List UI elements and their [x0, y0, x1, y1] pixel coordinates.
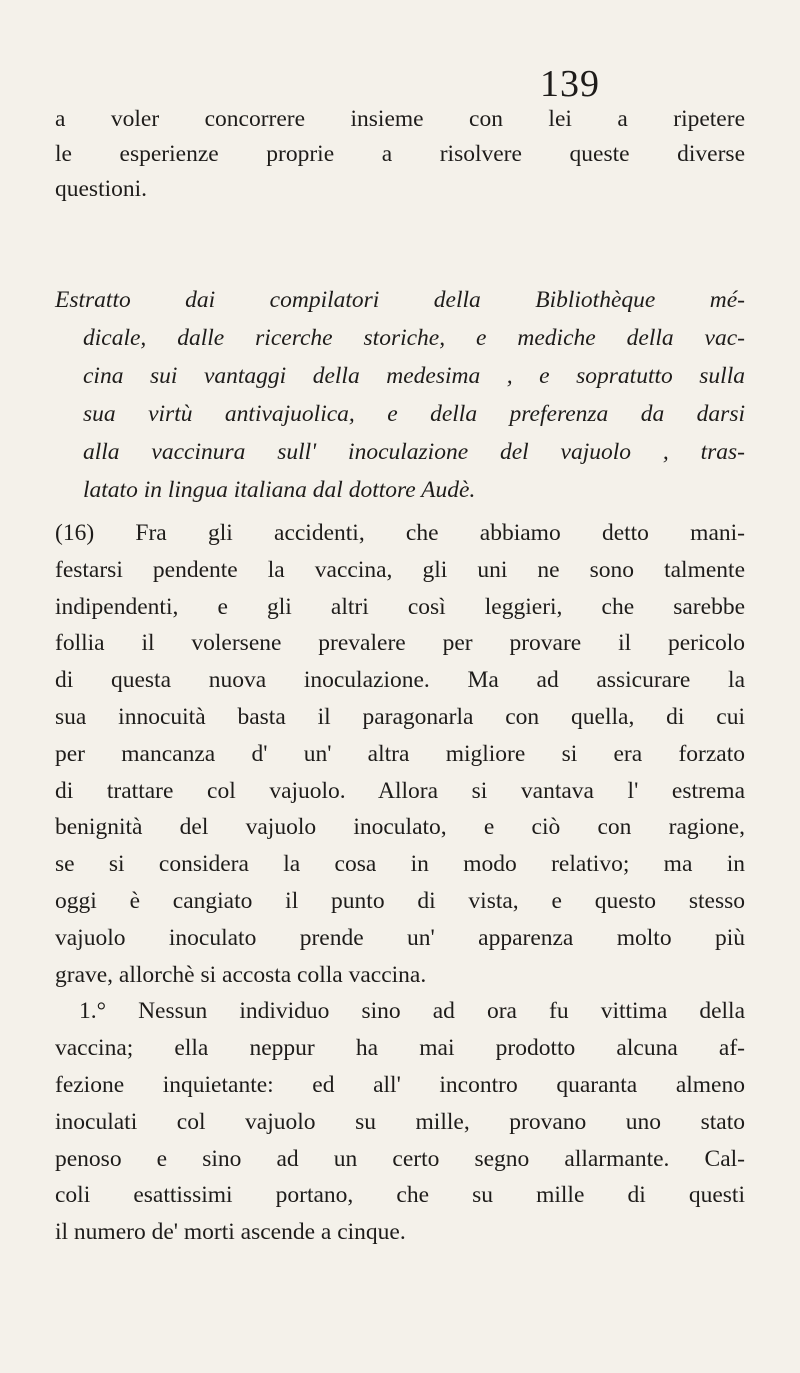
text-line: follia il volersene prevalere per provare il pericolo	[55, 630, 745, 657]
text-line: fezione inquietante: ed all' incontro quaranta almeno	[55, 1072, 745, 1098]
text-line: vajuolo inoculato prende un' apparenza molto più	[55, 924, 745, 951]
text-line: 1.° Nessun individuo sino ad ora fu vittima della	[79, 998, 745, 1025]
text-line: Estratto dai compilatori della Bibliothèque mé-	[55, 287, 745, 313]
text-line: (16) Fra gli accidenti, che abbiamo detto mani-	[55, 520, 745, 546]
text-line: indipendenti, e gli altri così leggieri, che sarebbe	[55, 593, 745, 620]
text-line: sua virtù antivajuolica, e della preferenza da darsi	[83, 401, 745, 427]
text-line: penoso e sino ad un certo segno allarmante. Cal-	[55, 1145, 745, 1172]
text-line: di questa nuova inoculazione. Ma ad assicurare la	[55, 667, 745, 694]
text-line: sua innocuità basta il paragonarla con quella, di cui	[55, 704, 745, 730]
text-line: per mancanza d' un' altra migliore si era forzato	[55, 740, 745, 767]
text-line: il numero de' morti ascende a cinque.	[55, 1219, 406, 1246]
text-line: a voler concorrere insieme con lei a ripetere	[55, 106, 745, 132]
text-line: se si considera la cosa in modo relativo; ma in	[55, 851, 745, 878]
page-number: 139	[540, 63, 600, 105]
text-line: di trattare col vajuolo. Allora si vantava l' estrema	[55, 777, 745, 804]
text-line: oggi è cangiato il punto di vista, e questo stesso	[55, 888, 745, 914]
text-line: inoculati col vajuolo su mille, provano uno stato	[55, 1108, 745, 1135]
text-line: latato in lingua italiana dal dottore Audè.	[83, 477, 476, 503]
text-line: cina sui vantaggi della medesima , e sopratutto sulla	[83, 363, 745, 389]
text-line: coli esattissimi portano, che su mille di questi	[55, 1182, 745, 1209]
text-line: dicale, dalle ricerche storiche, e mediche della vac-	[83, 325, 745, 351]
text-line: le esperienze proprie a risolvere queste diverse	[55, 141, 745, 167]
text-line: alla vaccinura sull' inoculazione del vajuolo , tras-	[83, 439, 745, 465]
text-line: vaccina; ella neppur ha mai prodotto alcuna af-	[55, 1035, 745, 1062]
text-line: grave, allorchè si accosta colla vaccina.	[55, 961, 427, 988]
text-line: festarsi pendente la vaccina, gli uni ne sono talmente	[55, 556, 745, 583]
text-line: questioni.	[55, 176, 148, 202]
text-line: benignità del vajuolo inoculato, e ciò con ragione,	[55, 814, 745, 841]
